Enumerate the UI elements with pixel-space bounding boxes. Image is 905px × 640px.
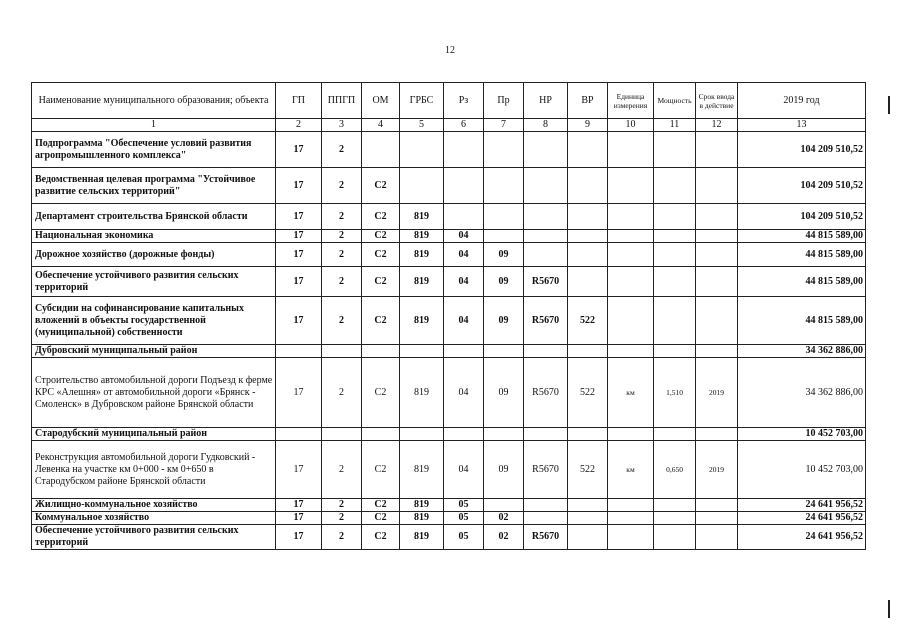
cell-vr: [568, 230, 608, 243]
cell-term: [696, 243, 738, 267]
cell-pr: 09: [484, 267, 524, 297]
column-header: ППГП: [322, 83, 362, 119]
cell-nr: [524, 168, 568, 204]
cell-unit: [608, 267, 654, 297]
cell-gp: 17: [276, 243, 322, 267]
cell-term: [696, 230, 738, 243]
cell-name: Стародубский муниципальный район: [32, 428, 276, 441]
cell-power: [654, 267, 696, 297]
cell-ppgp: 2: [322, 512, 362, 525]
cell-rz: 04: [444, 441, 484, 499]
cell-om: С2: [362, 297, 400, 345]
cell-grbs: [400, 132, 444, 168]
cell-term: 2019: [696, 358, 738, 428]
cell-ppgp: [322, 428, 362, 441]
cell-amount: 44 815 589,00: [738, 230, 866, 243]
column-number-row: [32, 119, 866, 132]
cell-nr: R5670: [524, 267, 568, 297]
cell-amount: 44 815 589,00: [738, 243, 866, 267]
cell-name: Ведомственная целевая программа "Устойчивое развитие сельских территорий": [32, 168, 276, 204]
column-number: 4: [362, 119, 400, 132]
cell-vr: [568, 428, 608, 441]
cell-power: [654, 345, 696, 358]
cell-power: 1,510: [654, 358, 696, 428]
cell-vr: [568, 525, 608, 550]
cell-name: Жилищно-коммунальное хозяйство: [32, 499, 276, 512]
cell-gp: 17: [276, 512, 322, 525]
cell-vr: [568, 132, 608, 168]
column-number: 7: [484, 119, 524, 132]
cell-rz: 04: [444, 358, 484, 428]
cell-rz: [444, 132, 484, 168]
cell-vr: [568, 204, 608, 230]
cell-amount: 104 209 510,52: [738, 132, 866, 168]
cell-term: [696, 512, 738, 525]
cell-pr: [484, 345, 524, 358]
table-row: [32, 243, 866, 267]
table-row: [32, 499, 866, 512]
cell-vr: [568, 512, 608, 525]
cell-om: [362, 428, 400, 441]
cell-ppgp: 2: [322, 267, 362, 297]
cell-nr: [524, 345, 568, 358]
cell-grbs: [400, 345, 444, 358]
cell-unit: [608, 525, 654, 550]
cell-ppgp: [322, 345, 362, 358]
cell-pr: 09: [484, 441, 524, 499]
cell-power: [654, 428, 696, 441]
cell-term: [696, 525, 738, 550]
cell-nr: [524, 428, 568, 441]
budget-table: [31, 82, 866, 550]
cell-power: [654, 499, 696, 512]
cell-amount: 44 815 589,00: [738, 297, 866, 345]
column-header: НР: [524, 83, 568, 119]
column-header: Наименование муниципального образования; объекта: [32, 83, 276, 119]
column-header: Срок ввода в действие: [696, 83, 738, 119]
column-number: 5: [400, 119, 444, 132]
cell-name: Строительство автомобильной дороги Подъезд к ферме КРС «Алешня» от автомобильной дороги «Брянск - Смоленск» в Дубровском районе Брянской области: [32, 358, 276, 428]
cell-amount: 104 209 510,52: [738, 168, 866, 204]
cell-rz: 04: [444, 243, 484, 267]
cell-pr: [484, 132, 524, 168]
column-number: 13: [738, 119, 866, 132]
cell-om: [362, 132, 400, 168]
column-header: Единица измерения: [608, 83, 654, 119]
cell-om: С2: [362, 204, 400, 230]
cell-ppgp: 2: [322, 243, 362, 267]
cell-pr: 02: [484, 512, 524, 525]
cell-unit: [608, 512, 654, 525]
cell-ppgp: 2: [322, 525, 362, 550]
cell-name: Обеспечение устойчивого развития сельских территорий: [32, 267, 276, 297]
cell-pr: [484, 204, 524, 230]
cell-rz: 05: [444, 512, 484, 525]
cell-grbs: 819: [400, 243, 444, 267]
column-header: ГРБС: [400, 83, 444, 119]
cell-grbs: 819: [400, 230, 444, 243]
cell-term: [696, 132, 738, 168]
cell-gp: [276, 428, 322, 441]
cell-rz: 04: [444, 267, 484, 297]
cell-grbs: 819: [400, 525, 444, 550]
cell-nr: [524, 512, 568, 525]
margin-mark: [888, 600, 890, 618]
cell-name: Дубровский муниципальный район: [32, 345, 276, 358]
cell-amount: 34 362 886,00: [738, 358, 866, 428]
cell-unit: [608, 204, 654, 230]
cell-grbs: [400, 168, 444, 204]
cell-ppgp: 2: [322, 499, 362, 512]
cell-gp: [276, 345, 322, 358]
cell-om: [362, 345, 400, 358]
cell-ppgp: 2: [322, 132, 362, 168]
cell-gp: 17: [276, 297, 322, 345]
cell-power: [654, 525, 696, 550]
cell-vr: [568, 168, 608, 204]
cell-om: С2: [362, 512, 400, 525]
cell-vr: 522: [568, 441, 608, 499]
cell-power: [654, 132, 696, 168]
cell-om: С2: [362, 267, 400, 297]
cell-nr: R5670: [524, 358, 568, 428]
cell-rz: 05: [444, 499, 484, 512]
cell-name: Национальная экономика: [32, 230, 276, 243]
table-row: [32, 168, 866, 204]
cell-ppgp: 2: [322, 441, 362, 499]
cell-gp: 17: [276, 132, 322, 168]
cell-amount: 104 209 510,52: [738, 204, 866, 230]
column-header: Рз: [444, 83, 484, 119]
cell-ppgp: 2: [322, 297, 362, 345]
table-row: [32, 297, 866, 345]
cell-unit: [608, 132, 654, 168]
table-row: [32, 132, 866, 168]
cell-unit: км: [608, 358, 654, 428]
cell-rz: [444, 204, 484, 230]
cell-nr: [524, 230, 568, 243]
column-number: 9: [568, 119, 608, 132]
cell-ppgp: 2: [322, 204, 362, 230]
cell-term: [696, 168, 738, 204]
table-row: [32, 358, 866, 428]
cell-nr: [524, 243, 568, 267]
cell-nr: R5670: [524, 525, 568, 550]
column-header: Мощность: [654, 83, 696, 119]
column-number: 2: [276, 119, 322, 132]
cell-rz: [444, 168, 484, 204]
cell-rz: 04: [444, 230, 484, 243]
cell-power: [654, 512, 696, 525]
column-number: 10: [608, 119, 654, 132]
table-row: [32, 428, 866, 441]
column-number: 3: [322, 119, 362, 132]
cell-amount: 10 452 703,00: [738, 441, 866, 499]
cell-grbs: 819: [400, 267, 444, 297]
cell-unit: [608, 230, 654, 243]
column-header: ОМ: [362, 83, 400, 119]
cell-power: [654, 297, 696, 345]
cell-grbs: 819: [400, 512, 444, 525]
cell-pr: [484, 499, 524, 512]
cell-name: Коммунальное хозяйство: [32, 512, 276, 525]
cell-unit: [608, 168, 654, 204]
column-number: 12: [696, 119, 738, 132]
cell-power: [654, 243, 696, 267]
cell-gp: 17: [276, 441, 322, 499]
cell-power: [654, 230, 696, 243]
table-row: [32, 230, 866, 243]
cell-nr: R5670: [524, 441, 568, 499]
cell-amount: 10 452 703,00: [738, 428, 866, 441]
cell-term: [696, 428, 738, 441]
cell-gp: 17: [276, 168, 322, 204]
cell-power: [654, 168, 696, 204]
table-row: [32, 441, 866, 499]
cell-name: Субсидии на софинансирование капитальных вложений в объекты государственной (муниципальной) собственности: [32, 297, 276, 345]
cell-amount: 34 362 886,00: [738, 345, 866, 358]
cell-amount: 44 815 589,00: [738, 267, 866, 297]
cell-pr: 09: [484, 297, 524, 345]
cell-gp: 17: [276, 230, 322, 243]
cell-om: С2: [362, 358, 400, 428]
cell-grbs: 819: [400, 358, 444, 428]
cell-grbs: [400, 428, 444, 441]
cell-term: [696, 297, 738, 345]
cell-unit: [608, 345, 654, 358]
cell-pr: 09: [484, 243, 524, 267]
page-number: 12: [445, 45, 455, 56]
column-number: 11: [654, 119, 696, 132]
column-header: Пр: [484, 83, 524, 119]
cell-rz: 04: [444, 297, 484, 345]
cell-gp: 17: [276, 525, 322, 550]
column-header: ГП: [276, 83, 322, 119]
cell-rz: 05: [444, 525, 484, 550]
cell-term: [696, 267, 738, 297]
cell-grbs: 819: [400, 204, 444, 230]
cell-grbs: 819: [400, 499, 444, 512]
cell-rz: [444, 345, 484, 358]
column-number: 6: [444, 119, 484, 132]
cell-unit: [608, 428, 654, 441]
table-row: [32, 512, 866, 525]
cell-nr: [524, 499, 568, 512]
table-row: [32, 525, 866, 550]
cell-ppgp: 2: [322, 168, 362, 204]
cell-amount: 24 641 956,52: [738, 525, 866, 550]
cell-om: С2: [362, 243, 400, 267]
cell-vr: [568, 243, 608, 267]
cell-vr: 522: [568, 297, 608, 345]
cell-unit: [608, 297, 654, 345]
cell-term: 2019: [696, 441, 738, 499]
table-row: [32, 267, 866, 297]
column-number: 8: [524, 119, 568, 132]
cell-om: С2: [362, 230, 400, 243]
cell-power: 0,650: [654, 441, 696, 499]
cell-ppgp: 2: [322, 230, 362, 243]
cell-nr: [524, 204, 568, 230]
cell-name: Обеспечение устойчивого развития сельских территорий: [32, 525, 276, 550]
table-body: [32, 132, 866, 550]
cell-pr: [484, 168, 524, 204]
cell-name: Департамент строительства Брянской области: [32, 204, 276, 230]
cell-vr: [568, 267, 608, 297]
cell-gp: 17: [276, 358, 322, 428]
cell-pr: [484, 230, 524, 243]
margin-mark: [888, 96, 890, 114]
cell-om: С2: [362, 168, 400, 204]
cell-term: [696, 204, 738, 230]
cell-grbs: 819: [400, 297, 444, 345]
header-row: [32, 83, 866, 119]
cell-name: Подпрограмма "Обеспечение условий развития агропромышленного комплекса": [32, 132, 276, 168]
table-row: [32, 204, 866, 230]
column-header: ВР: [568, 83, 608, 119]
cell-grbs: 819: [400, 441, 444, 499]
cell-pr: 09: [484, 358, 524, 428]
cell-amount: 24 641 956,52: [738, 499, 866, 512]
cell-om: С2: [362, 525, 400, 550]
cell-name: Дорожное хозяйство (дорожные фонды): [32, 243, 276, 267]
cell-gp: 17: [276, 204, 322, 230]
cell-vr: [568, 345, 608, 358]
cell-nr: R5670: [524, 297, 568, 345]
cell-vr: 522: [568, 358, 608, 428]
cell-unit: [608, 243, 654, 267]
cell-unit: [608, 499, 654, 512]
cell-gp: 17: [276, 267, 322, 297]
cell-gp: 17: [276, 499, 322, 512]
cell-name: Реконструкция автомобильной дороги Гудковский - Левенка на участке км 0+000 - км 0+650 в Стародубском районе Брянской области: [32, 441, 276, 499]
cell-ppgp: 2: [322, 358, 362, 428]
cell-power: [654, 204, 696, 230]
cell-unit: км: [608, 441, 654, 499]
cell-om: С2: [362, 499, 400, 512]
cell-rz: [444, 428, 484, 441]
cell-term: [696, 499, 738, 512]
cell-pr: 02: [484, 525, 524, 550]
table-row: [32, 345, 866, 358]
cell-nr: [524, 132, 568, 168]
cell-vr: [568, 499, 608, 512]
cell-term: [696, 345, 738, 358]
cell-pr: [484, 428, 524, 441]
column-number: 1: [32, 119, 276, 132]
cell-amount: 24 641 956,52: [738, 512, 866, 525]
column-header: 2019 год: [738, 83, 866, 119]
cell-om: С2: [362, 441, 400, 499]
